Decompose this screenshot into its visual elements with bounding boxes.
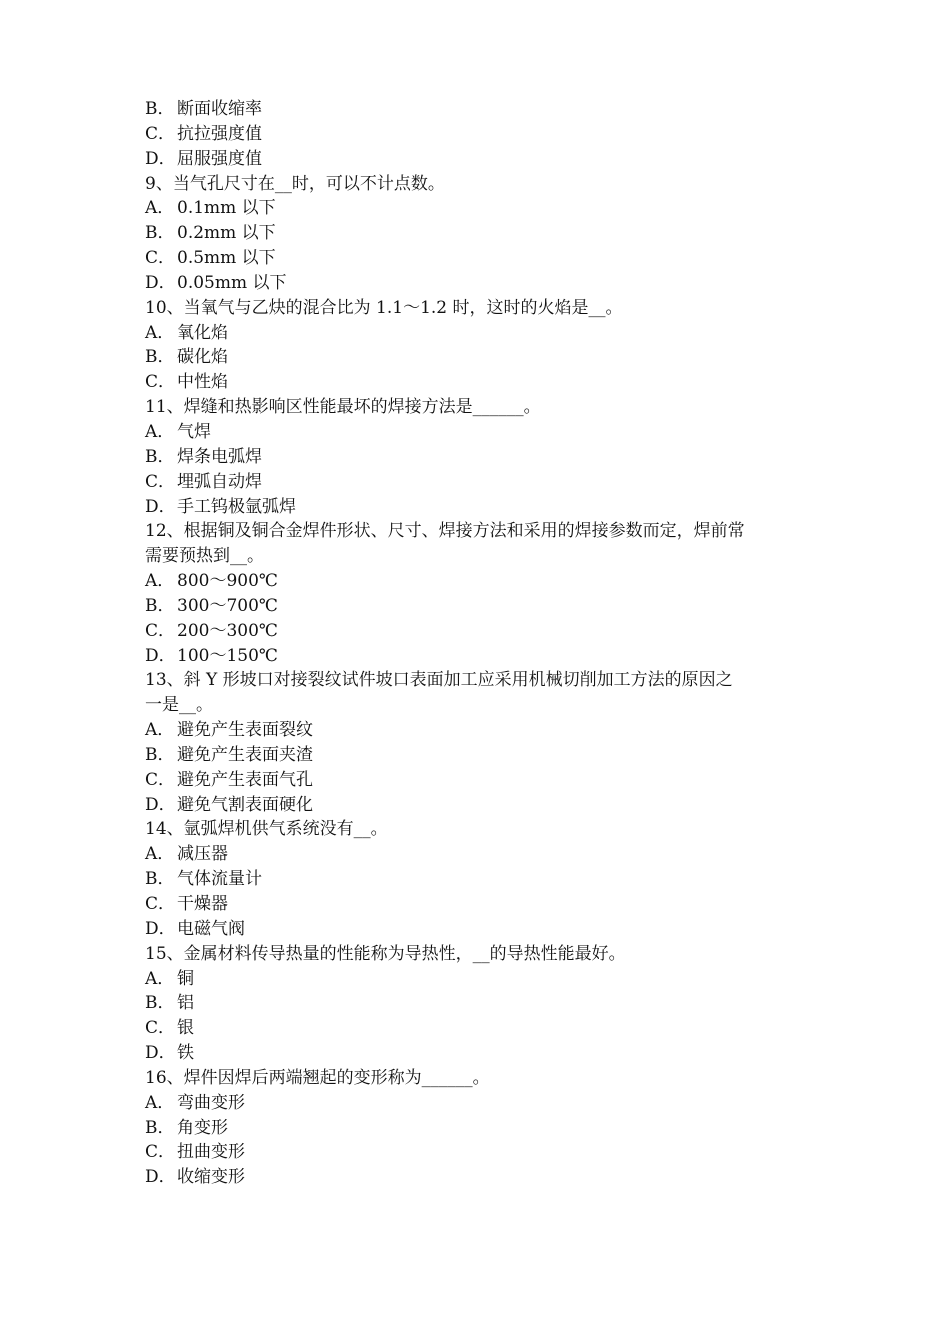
answer-option (145, 321, 820, 346)
answer-option (145, 370, 820, 395)
option-letter: A． (145, 198, 175, 219)
option-letter: D． (145, 148, 176, 169)
answer-option (145, 718, 820, 743)
option-letter: B． (145, 744, 175, 765)
question-text: 9、当气孔尺寸在__时，可以不计点数。 (145, 173, 445, 194)
answer-option (145, 1140, 820, 1165)
option-text: 避免产生表面气孔 (177, 769, 313, 790)
option-text: 300～700℃ (177, 595, 278, 616)
option-text: 扭曲变形 (177, 1142, 245, 1163)
option-text: 银 (177, 1018, 194, 1039)
option-letter: A． (145, 720, 175, 741)
answer-option (145, 867, 820, 892)
option-text: 0.1mm 以下 (177, 198, 276, 219)
answer-option (145, 793, 820, 818)
option-letter: B． (145, 869, 175, 890)
option-text: 收缩变形 (177, 1167, 245, 1188)
answer-option (145, 619, 820, 644)
option-letter: C． (145, 620, 176, 641)
option-letter: A． (145, 844, 175, 865)
option-text: 埋弧自动焊 (177, 471, 262, 492)
answer-option (145, 345, 820, 370)
answer-option (145, 445, 820, 470)
answer-option (145, 196, 820, 221)
question-text: 一是__。 (145, 695, 213, 716)
option-text: 电磁气阀 (177, 918, 245, 939)
option-text: 铝 (177, 993, 194, 1014)
question-text: 11、焊缝和热影响区性能最坏的焊接方法是______。 (145, 397, 541, 418)
answer-option (145, 147, 820, 172)
option-text: 800～900℃ (177, 571, 278, 592)
option-text: 避免气割表面硬化 (177, 794, 313, 815)
option-letter: C． (145, 248, 176, 269)
document-body (145, 97, 820, 1190)
option-letter: D． (145, 1043, 176, 1064)
answer-option (145, 1116, 820, 1141)
option-text: 焊条电弧焊 (177, 446, 262, 467)
answer-option (145, 246, 820, 271)
option-text: 手工钨极氩弧焊 (177, 496, 296, 517)
option-letter: D． (145, 645, 176, 666)
answer-option (145, 97, 820, 122)
question-text: 13、斜 Y 形坡口对接裂纹试件坡口表面加工应采用机械切削加工方法的原因之 (145, 670, 733, 691)
answer-option (145, 221, 820, 246)
answer-option (145, 470, 820, 495)
answer-option (145, 122, 820, 147)
answer-option (145, 1091, 820, 1116)
option-text: 抗拉强度值 (177, 123, 262, 144)
option-letter: B． (145, 347, 175, 368)
answer-option (145, 569, 820, 594)
option-text: 0.05mm 以下 (177, 272, 287, 293)
answer-option (145, 842, 820, 867)
option-letter: C． (145, 123, 176, 144)
option-letter: D． (145, 794, 176, 815)
option-text: 铜 (177, 968, 194, 989)
question-text: 16、焊件因焊后两端翘起的变形称为______。 (145, 1067, 490, 1088)
answer-option (145, 495, 820, 520)
question-text: 15、金属材料传导热量的性能称为导热性，__的导热性能最好。 (145, 943, 626, 964)
answer-option (145, 768, 820, 793)
option-text: 减压器 (177, 844, 228, 865)
option-letter: B． (145, 446, 175, 467)
option-letter: A． (145, 322, 175, 343)
option-letter: A． (145, 421, 175, 442)
option-letter: A． (145, 1092, 175, 1113)
option-letter: D． (145, 272, 176, 293)
question-text: 需要预热到__。 (145, 546, 264, 567)
option-letter: C． (145, 1142, 176, 1163)
option-letter: C． (145, 471, 176, 492)
option-text: 100～150℃ (177, 645, 278, 666)
question-text: 10、当氧气与乙炔的混合比为 1.1～1.2 时，这时的火焰是__。 (145, 297, 623, 318)
option-letter: A． (145, 571, 175, 592)
option-letter: C． (145, 769, 176, 790)
answer-option (145, 917, 820, 942)
option-text: 200～300℃ (177, 620, 278, 641)
option-letter: D． (145, 918, 176, 939)
option-text: 断面收缩率 (177, 99, 262, 119)
answer-option (145, 594, 820, 619)
option-text: 角变形 (177, 1117, 228, 1138)
option-letter: B． (145, 1117, 175, 1138)
option-letter: C． (145, 1018, 176, 1039)
option-text: 0.5mm 以下 (177, 248, 276, 269)
answer-option (145, 644, 820, 669)
option-letter: B． (145, 595, 175, 616)
option-letter: B． (145, 993, 175, 1014)
question-text: 14、氩弧焊机供气系统没有__。 (145, 819, 388, 840)
option-letter: D． (145, 496, 176, 517)
answer-option (145, 743, 820, 768)
answer-option (145, 1041, 820, 1066)
answer-option (145, 420, 820, 445)
option-letter: D． (145, 1167, 176, 1188)
option-letter: B． (145, 99, 175, 119)
option-text: 弯曲变形 (177, 1092, 245, 1113)
option-letter: B． (145, 223, 175, 244)
answer-option (145, 967, 820, 992)
answer-option (145, 1165, 820, 1190)
answer-option (145, 892, 820, 917)
option-text: 气焊 (177, 421, 211, 442)
option-letter: C． (145, 372, 176, 393)
option-text: 干燥器 (177, 894, 228, 914)
option-text: 铁 (177, 1043, 194, 1064)
answer-option (145, 1016, 820, 1041)
answer-option (145, 271, 820, 296)
option-text: 气体流量计 (177, 869, 262, 890)
option-text: 中性焰 (177, 372, 228, 393)
question-text: 12、根据铜及铜合金焊件形状、尺寸、焊接方法和采用的焊接参数而定，焊前常 (145, 521, 745, 542)
option-text: 避免产生表面裂纹 (177, 720, 313, 741)
option-text: 屈服强度值 (177, 148, 262, 169)
option-text: 避免产生表面夹渣 (177, 744, 313, 765)
answer-option (145, 991, 820, 1016)
option-text: 0.2mm 以下 (177, 223, 276, 244)
option-text: 氧化焰 (177, 322, 228, 343)
option-text: 碳化焰 (177, 347, 228, 368)
option-letter: A． (145, 968, 175, 989)
option-letter: C． (145, 894, 176, 914)
